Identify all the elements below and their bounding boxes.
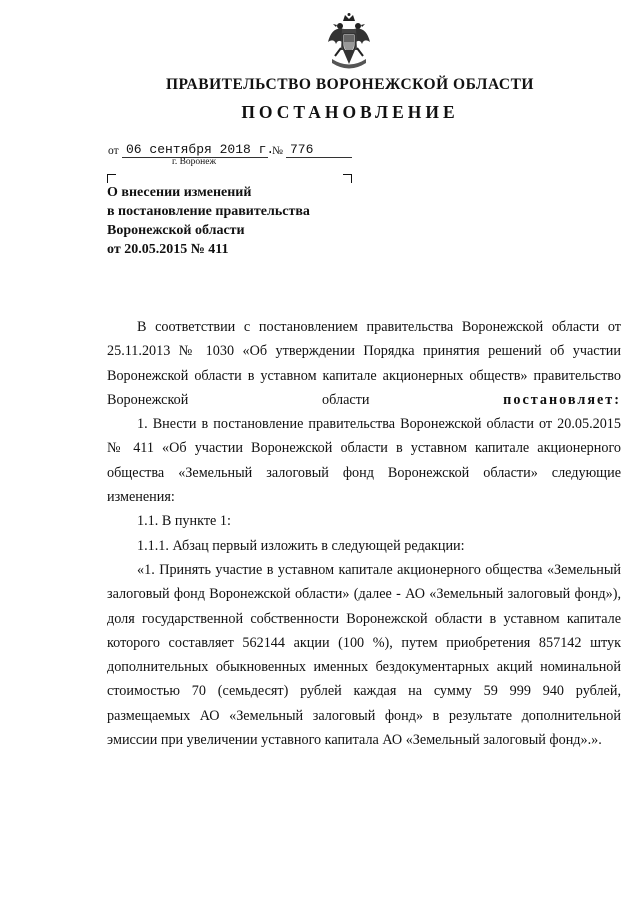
preamble-paragraph [107, 315, 621, 412]
document-number: 776 [290, 142, 314, 157]
paragraph-1: 1. Внести в постановление правительства Воронежской области от 20.05.2015 № 411 «Об участии Воронежской области в уставном капитале акционерного общества «Земельный залоговый фонд Воронежской области» следующие изменения: [107, 416, 621, 506]
document-subject [107, 183, 367, 259]
subject-line: О внесении изменений [107, 185, 252, 200]
subject-line: Воронежской области [107, 223, 245, 238]
number-underline [286, 157, 352, 158]
dateline [108, 142, 368, 160]
subject-line: от 20.05.2015 № 411 [107, 242, 229, 257]
subject-line: в постановление правительства [107, 204, 310, 219]
number-label: № [272, 145, 283, 157]
subject-corner-left [107, 174, 116, 183]
organization-name: ПРАВИТЕЛЬСТВО ВОРОНЕЖСКОЙ ОБЛАСТИ [166, 76, 534, 93]
subject-corner-right [343, 174, 352, 183]
quoted-paragraph: «1. Принять участие в уставном капитале акционерного общества «Земельный залоговый фонд Воронежской области» (далее - АО «Земельный залоговый фонд»), доля государственной собственности Воронежской области в уставном капитале которого составляет 562144 акции (100 %), путем приобретения 857142 штук дополнительных обыкновенных именных бездокументарных акций номинальной стоимостью 70 (семьдесят) рублей каждая на сумму 59 999 940 рублей, размещаемых АО «Земельный залоговый фонд» в результате дополнительной эмиссии при увеличении уставного капитала АО «Земельный залоговый фонд».». [107, 561, 621, 749]
paragraph-1-1-1: 1.1.1. Абзац первый изложить в следующей редакции: [137, 537, 465, 554]
preamble-text: В соответствии с постановлением правительства Воронежской области от 25.11.2013 № 1030 «Об утверждении Порядка принятия решений об участии Воронежской области в уставном капитале акционерных обществ» правительство Воронежской области [107, 319, 621, 408]
document-body [107, 315, 621, 752]
resolves-word: постановляет: [503, 391, 621, 408]
document-date: 06 сентября 2018 г. [126, 142, 275, 157]
coat-of-arms-icon [326, 12, 372, 76]
paragraph-1-1: 1.1. В пункте 1: [137, 513, 231, 530]
date-prefix: от [108, 145, 119, 157]
city: г. Воронеж [172, 157, 217, 167]
document-type: ПОСТАНОВЛЕНИЕ [241, 102, 459, 122]
